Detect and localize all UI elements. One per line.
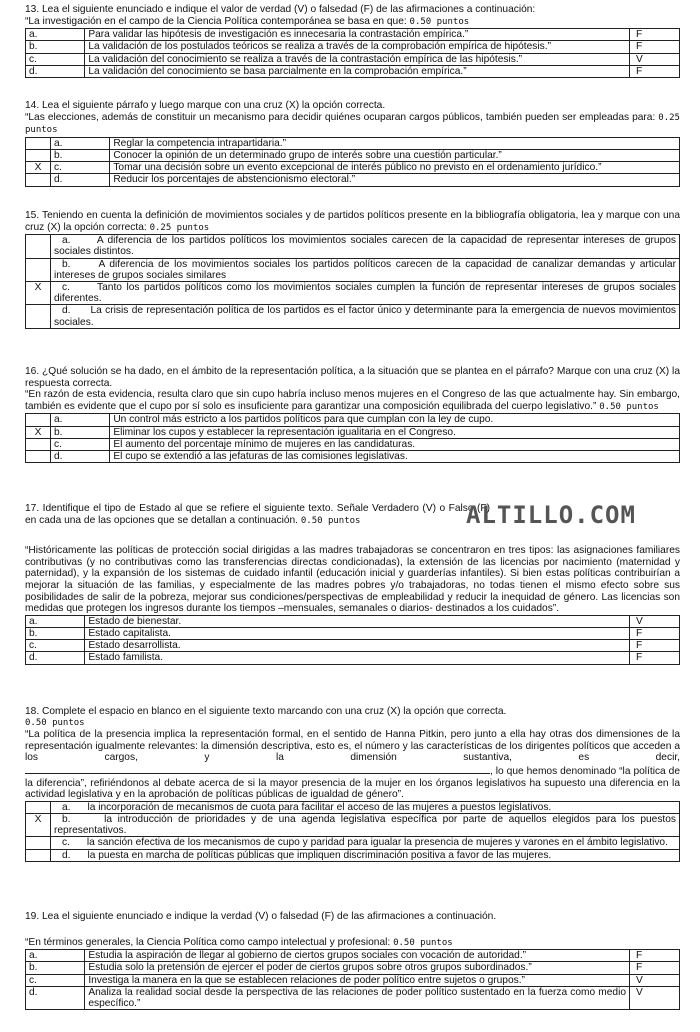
points-label: 0.25 puntos [149, 222, 210, 233]
table-row: c. Investiga la manera en la que se establecen relaciones de poder político entre sujetos o grupos.” V [26, 974, 680, 986]
watermark-logo: ALTILLO.COM [466, 501, 636, 529]
table-row: b. Estado capitalista. F [26, 627, 680, 639]
answer-table-19 [25, 949, 680, 1010]
question-13 [25, 4, 680, 78]
points-label: 0.50 puntos [393, 937, 453, 948]
question-14-header: 14. Lea el siguiente párrafo y luego marque con una cruz (X) la opción correcta. [25, 100, 386, 111]
points-label: 0.25 puntos [25, 112, 680, 136]
table-row: b. Estudia solo la pretensión de ejercer el poder de ciertos grupos sobre otros grupos subordinados.” F [26, 962, 680, 974]
question-19-stem: “En términos generales, la Ciencia Política como campo intelectual y profesional: 0.50 puntos [25, 936, 453, 948]
answer-table-15 [25, 234, 680, 329]
table-row: X b. la introducción de prioridades y de una agenda legislativa específica por parte de aquellos elegidos para los puestos representativos. [26, 813, 680, 836]
question-14-stem: “Las elecciones, además de constituir un mecanismo para decidir quiénes ocuparan cargos públicos, también pueden ser empleadas para: 0.25 puntos [25, 111, 680, 136]
table-row: d. La crisis de representación política de los partidos es el factor único y determinante para la emergencia de nuevos movimientos sociales. [26, 305, 680, 328]
question-16-stem: “En razón de esta evidencia, resulta claro que sin cupo habría incluso menos mujeres en el Congreso de las que actualmente hay. Sin embargo, también es evidente que el cupo por sí solo es insuficiente para garantizar una composición equilibrada del cuerpo legislativo.” 0.50 puntos [25, 389, 680, 412]
points-label: 0.50 puntos [300, 515, 361, 526]
table-row: a. Estado de bienestar. V [26, 615, 680, 627]
points-label: 0.50 puntos [25, 717, 85, 728]
answer-table-16 [25, 413, 680, 463]
table-row: c. Estado desarrollista. F [26, 640, 680, 652]
table-row: X b. Eliminar los cupos y establecer la representación igualitaria en el Congreso. [26, 426, 680, 438]
question-19-header: 19. Lea el siguiente enunciado e indique la verdad (V) o falsedad (F) de las afirmaciones a continuación. [25, 911, 497, 922]
question-17-header: 17. Identifique el tipo de Estado al que se refiere el siguiente texto. Señale Verdadero (V) o Falso (F) en cada una de las opciones que se detallan a continuación. 0.50 puntos [25, 503, 490, 526]
table-row: a. A diferencia de los partidos políticos los movimientos sociales carecen de la capacidad de representar intereses de grupos sociales distintos. [26, 235, 680, 258]
table-row: b. La validación de los postulados teóricos se realiza a través de la comprobación empírica de hipótesis.” F [26, 41, 680, 53]
table-row: c. La validación del conocimiento se realiza a través de la contrastación empírica de las hipótesis.” V [26, 53, 680, 65]
question-19 [25, 911, 680, 1010]
table-row: d. Estado familista. F [26, 652, 680, 664]
table-row: a. Reglar la competencia intrapartidaria.” [26, 137, 680, 149]
table-row: d. El cupo se extendió a las jefaturas de las comisiones legislativas. [26, 450, 680, 462]
table-row: a. la incorporación de mecanismos de cuota para facilitar el acceso de las mujeres a puestos legislativos. [26, 801, 680, 813]
question-16 [25, 366, 680, 463]
table-row: c. El aumento del porcentaje mínimo de mujeres en las candidaturas. [26, 438, 680, 450]
table-row: X c. Tomar una decisión sobre un evento excepcional de interés público no previsto en el ordenamiento jurídico.” [26, 162, 680, 174]
table-row: a. Estudia la aspiración de llegar al gobierno de ciertos grupos sociales con vocación de autoridad.” F [26, 950, 680, 962]
table-row: d. la puesta en marcha de políticas públicas que impliquen discriminación positiva a favor de las mujeres. [26, 849, 680, 861]
table-row: a. Para validar las hipótesis de investigación es innecesaria la contrastación empírica.” F [26, 29, 680, 41]
table-row: d. Analiza la realidad social desde la perspectiva de las relaciones de poder político sustentado en la fuerza como medio específico.” V [26, 986, 680, 1009]
question-15-header: 15. Teniendo en cuenta la definición de movimientos sociales y de partidos políticos presente en la bibliografía obligatoria, lea y marque con una cruz (X) la opción correcta: 0.25 puntos [25, 210, 680, 233]
blank-line [25, 764, 490, 774]
answer-table-18 [25, 801, 680, 862]
answer-table-14 [25, 137, 680, 187]
question-13-header: 13. Lea el siguiente enunciado e indique el valor de verdad (V) o falsedad (F) de las afirmaciones a continuación: [25, 4, 536, 15]
table-row: c. la sanción efectiva de los mecanismos de cupo y paridad para igualar la presencia de mujeres y varones en el ámbito legislativo. [26, 837, 680, 849]
points-label: 0.50 puntos [409, 16, 470, 27]
question-16-header: 16. ¿Qué solución se ha dado, en el ámbito de la representación política, a la situación que se plantea en el párrafo? Marque con una cruz (X) la respuesta correcta. [25, 366, 680, 389]
answer-table-17 [25, 615, 680, 665]
question-17-stem: “Históricamente las políticas de protección social dirigidas a las madres trabajadoras se concentraron en tres tipos: las asignaciones familiares contributivas (y no contributivas como las transferencias directas condicionadas), la extensión de las licencias por nacimiento (maternidad y paternidad), y la expansión de los sistemas de cuidado infantil (educación inicial y guarderías infantiles). Si bien estas políticas contribuirían a mejorar la situación de las familias, y especialmente de las madres pobres y/o trabajadoras, no todas tienen el mismo efecto sobre sus posibilidades de salir de la pobreza, mejorar sus condiciones/perspectivas de empleabilidad y reducir la inequidad de género. Las licencias son medidas que protegen los ingresos durante los tiempos –mensuales, semanales o diarios- destinados a los cuidados”. [25, 545, 680, 615]
table-row: d. Reducir los porcentajes de abstencionismo electoral.” [26, 174, 680, 186]
table-row: a. Un control más estricto a los partidos políticos para que cumplan con la ley de cupo. [26, 414, 680, 426]
table-row: b. A diferencia de los movimientos sociales los partidos políticos carecen de la capacidad de canalizar demandas y articular intereses de grupos sociales similares [26, 258, 680, 281]
question-15 [25, 210, 680, 329]
question-18 [25, 706, 680, 862]
table-row: b. Conocer la opinión de un determinado grupo de interés sobre una cuestión particular.” [26, 149, 680, 161]
question-13-stem: “La investigación en el campo de la Ciencia Política contemporánea se basa en que: 0.50 puntos [25, 15, 470, 27]
question-18-stem: “La política de la presencia implica la representación formal, en el sentido de Hanna Pitkin, pero junto a ella hay otras dos dimensiones de la representación igualmente relevantes: la dimensión descriptiva, esto es, el número y las características de los dirigentes políticos que acceden a los cargos, y la dimensión sustantiva, es decir,, lo que hemos denominado “la política de la diferencia”, refiriéndonos al debate acerca de si la mayor presencia de la mujer en los órganos legislativos ha supuesto una diferencia en la actividad legislativa y en la aprobación de políticas públicas de igualdad de género”. [25, 729, 680, 801]
question-18-header: 18. Complete el espacio en blanco en el siguiente texto marcando con una cruz (X) la opción que correcta. [25, 706, 507, 717]
table-row: d. La validación del conocimiento se basa parcialmente en la comprobación empírica.” F [26, 65, 680, 77]
answer-table-13 [25, 28, 680, 78]
points-label: 0.50 puntos [599, 401, 659, 412]
table-row: X c. Tanto los partidos políticos como los movimientos sociales cumplen la función de representar intereses de grupos sociales diferentes. [26, 282, 680, 305]
question-14 [25, 100, 680, 187]
